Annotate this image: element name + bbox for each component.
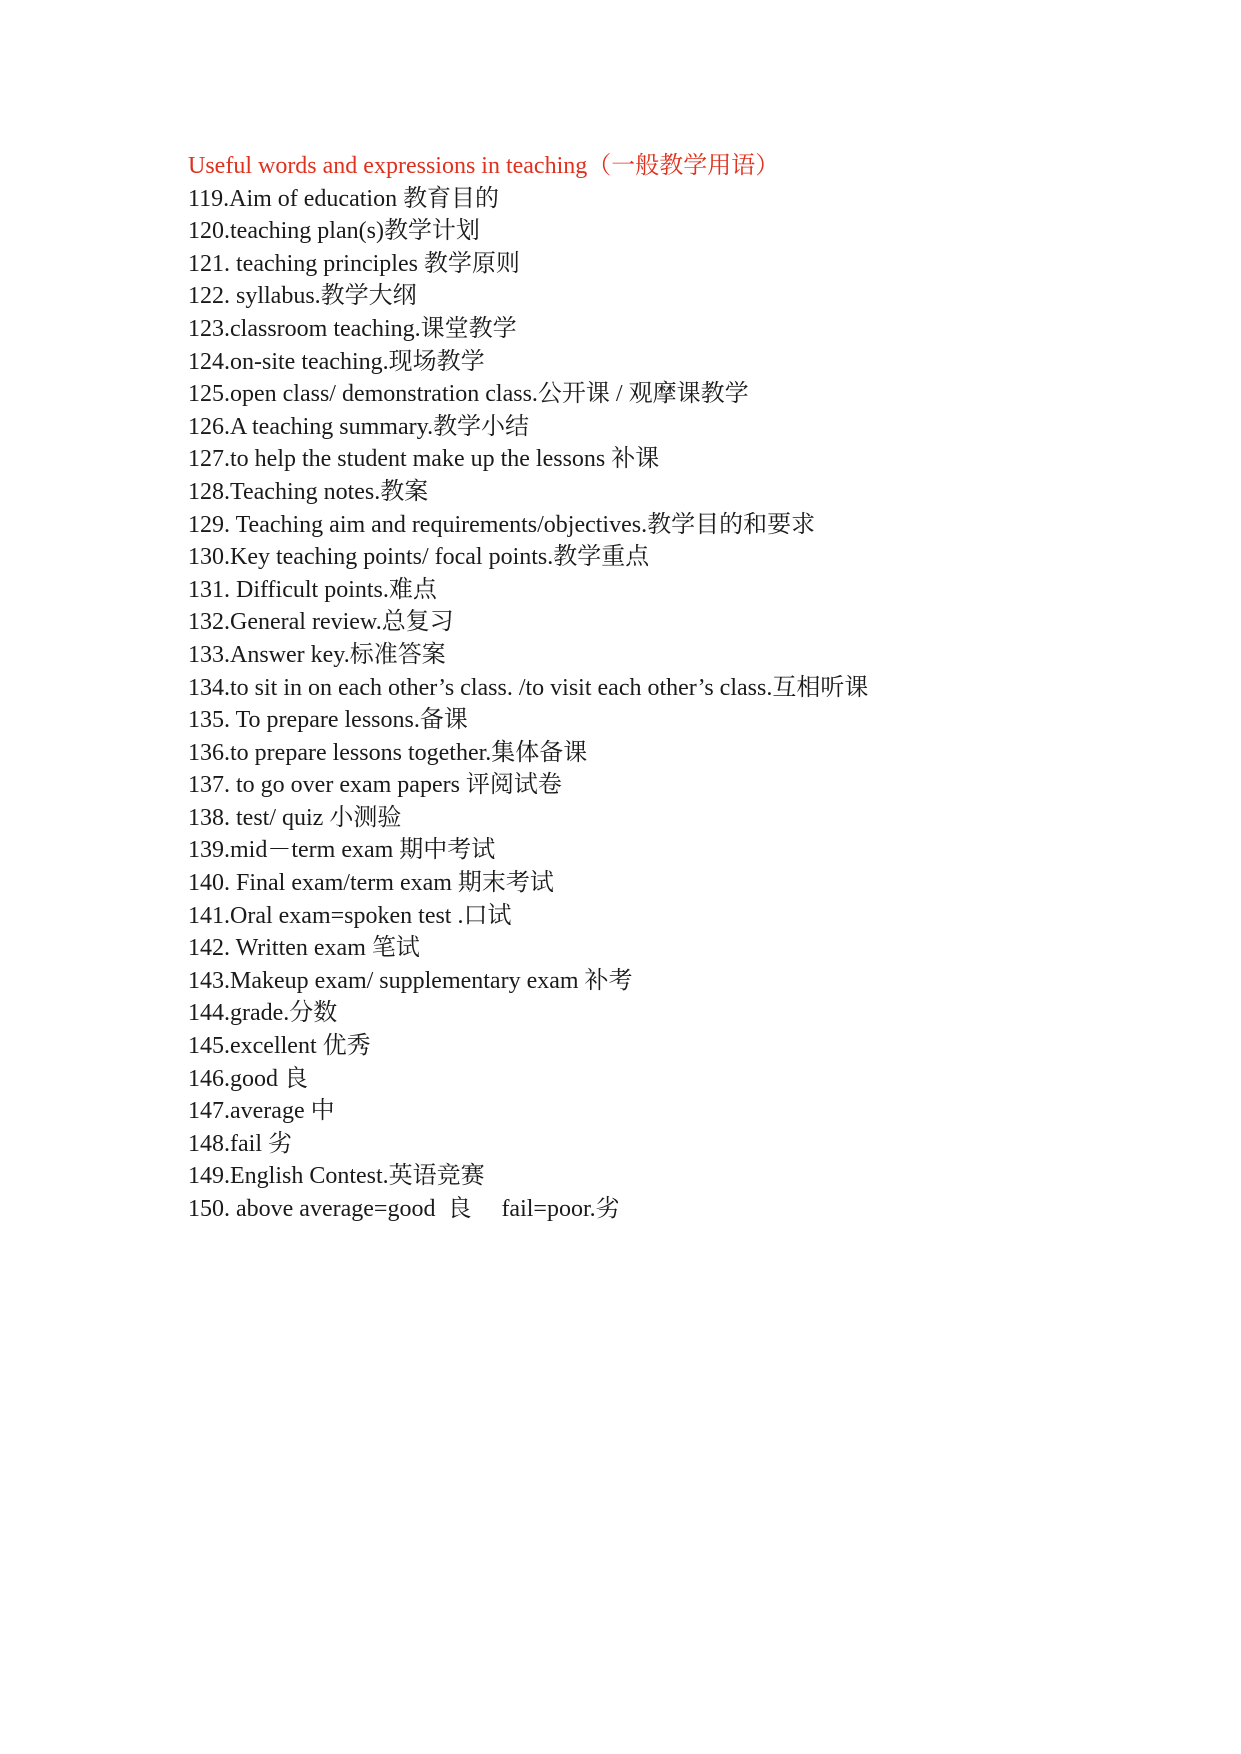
list-item: 130.Key teaching points/ focal points.教学重点 (188, 544, 650, 571)
list-item: 140. Final exam/term exam 期末考试 (188, 870, 554, 897)
list-item: 131. Difficult points.难点 (188, 576, 437, 603)
list-item: 136.to prepare lessons together.集体备课 (188, 739, 588, 766)
list-item: 122. syllabus.教学大纲 (188, 283, 417, 310)
list-item: 150. above average=good 良 fail=poor.劣 (188, 1196, 620, 1222)
list-item: 126.A teaching summary.教学小结 (188, 413, 530, 440)
list-item: 142. Written exam 笔试 (188, 935, 420, 962)
list-item: 141.Oral exam=spoken test .口试 (188, 902, 512, 929)
list-item: 145.excellent 优秀 (188, 1033, 371, 1060)
list-item: 128.Teaching notes.教案 (188, 478, 429, 505)
list-item: 133.Answer key.标准答案 (188, 641, 446, 668)
list-item: 143.Makeup exam/ supplementary exam 补考 (188, 967, 633, 994)
list-item: 146.good 良 (188, 1065, 308, 1092)
list-item: 127.to help the student make up the lessons 补课 (188, 446, 660, 473)
vocabulary-list (188, 183, 1188, 1226)
list-item: 119.Aim of education 教育目的 (188, 185, 500, 212)
list-item: 144.grade.分数 (188, 1000, 338, 1027)
list-item: 123.classroom teaching.课堂教学 (188, 315, 517, 342)
list-item: 120.teaching plan(s)教学计划 (188, 218, 480, 245)
list-item: 135. To prepare lessons.备课 (188, 707, 468, 734)
document-title: Useful words and expressions in teaching（一般教学用语） (188, 153, 780, 179)
list-item: 121. teaching principles 教学原则 (188, 250, 520, 277)
list-item: 147.average 中 (188, 1098, 335, 1125)
list-item: 134.to sit in on each other’s class. /to visit each other’s class.互相听课 (188, 674, 869, 701)
list-item: 139.mid－term exam 期中考试 (188, 837, 496, 864)
document-page (188, 150, 1188, 1226)
list-item: 149.English Contest.英语竞赛 (188, 1163, 485, 1190)
list-item: 125.open class/ demonstration class.公开课 / 观摩课教学 (188, 381, 749, 408)
list-item: 129. Teaching aim and requirements/objectives.教学目的和要求 (188, 511, 816, 538)
list-item: 138. test/ quiz 小测验 (188, 804, 402, 831)
list-item: 137. to go over exam papers 评阅试卷 (188, 772, 562, 799)
list-item: 132.General review.总复习 (188, 609, 454, 636)
list-item: 148.fail 劣 (188, 1130, 292, 1157)
list-item: 124.on-site teaching.现场教学 (188, 348, 485, 375)
